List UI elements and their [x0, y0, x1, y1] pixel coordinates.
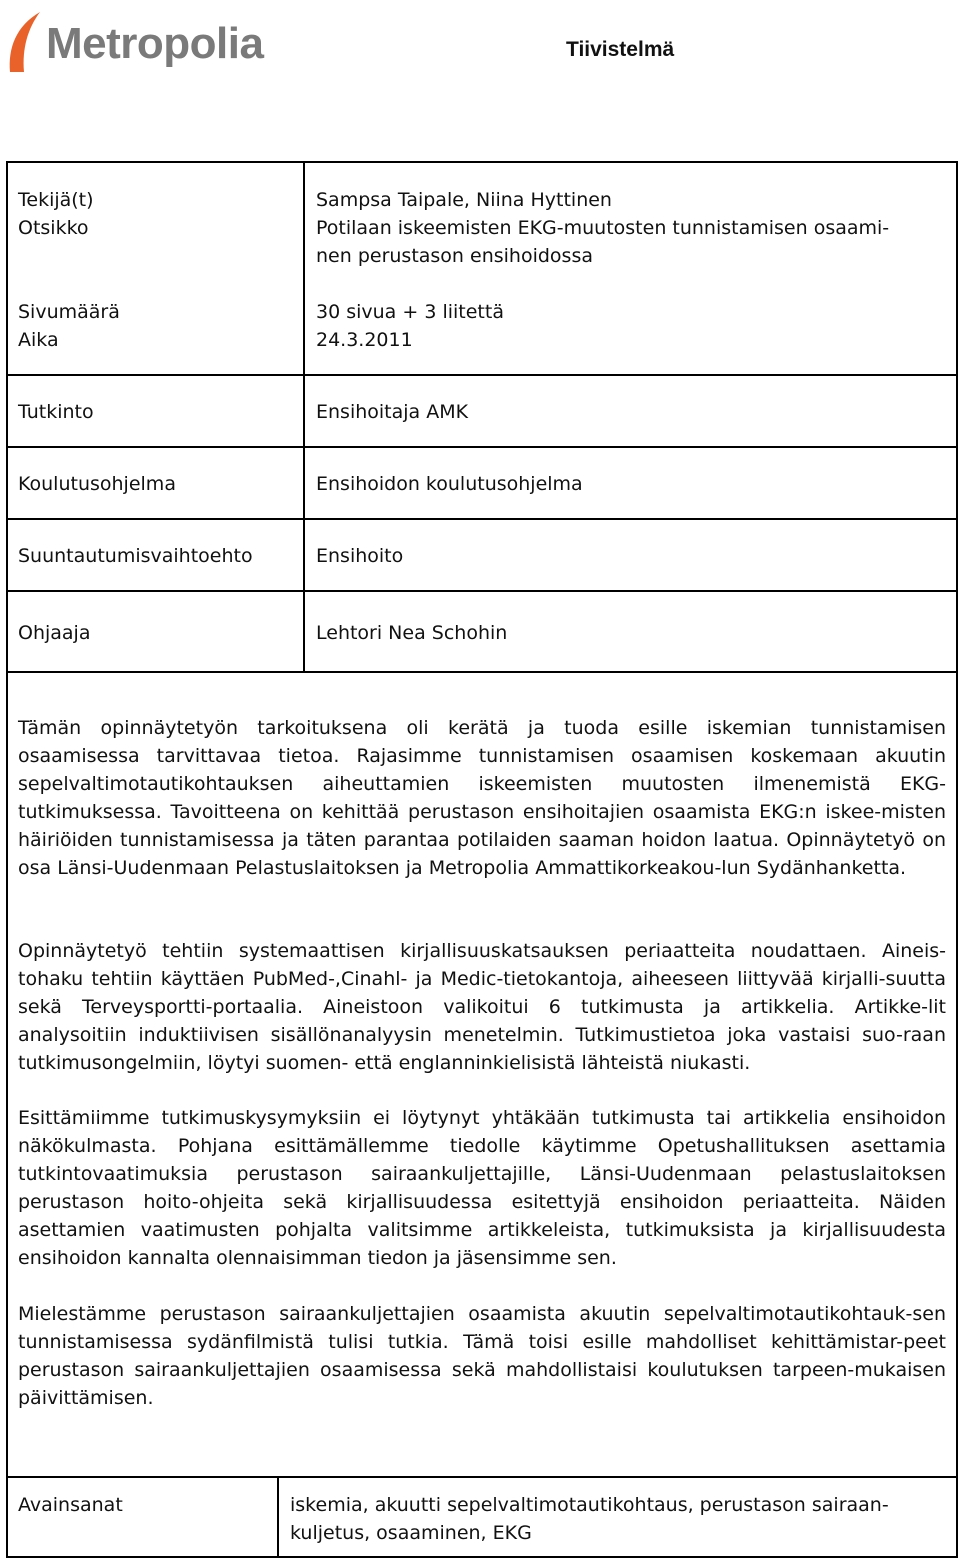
row-divider — [6, 518, 958, 520]
title-value-line-2: nen perustason ensihoidossa — [316, 245, 593, 267]
abstract-paragraph-3: Esittämiimme tutkimuskysymyksiin ei löytynyt yhtäkään tutkimusta tai artikkelia ensihoidon näkökulmasta. Pohjana esittämällemme tiedolle käytimme Opetushallituksen asettamia tutkintovaatimuksia perustason sairaankuljettajille, Länsi-Uudenmaan pelastuslaitoksen perustason hoito-ohjeita sekä kirjallisuudessa esitettyjä ensihoidon periaatteita. Näiden asettamien vaatimusten pohjalta valitsimme artikkeleista, tutkimuksista ja kirjallisuudesta ensihoidon kannalta olennaisimman tiedon ja jäsensimme sen. — [18, 1107, 946, 1269]
date-label: Aika — [18, 329, 59, 351]
specialisation-value: Ensihoito — [316, 545, 404, 567]
keywords-value-line-2: kuljetus, osaaminen, EKG — [290, 1522, 532, 1544]
row-divider — [6, 671, 958, 673]
date-value: 24.3.2011 — [316, 329, 413, 351]
pages-value: 30 sivua + 3 liitettä — [316, 301, 504, 323]
author-value: Sampsa Taipale, Niina Hyttinen — [316, 189, 612, 211]
abstract-paragraph-2: Opinnäytetyö tehtiin systemaattisen kirjallisuuskatsauksen periaatteita noudattaen. Aineis-tohaku tehtiin käyttäen PubMed-,Cinahl- ja Medic-tietokantoja, aiheeseen liittyvää kirjalli-suutta sekä Terveysportti-portaalia. Aineistoon valikoitui 6 tutkimusta ja artikkelia. Artikke-lit analysoitiin induktiivisen sisällönanalyysin menetelmin. Tutkimustietoa joka vastaisi suo-raan tutkimusongelmiin, löytyi suomen- että englanninkielisistä lähteistä niukasti. — [18, 940, 946, 1074]
row-divider — [6, 590, 958, 592]
column-divider — [277, 1476, 279, 1558]
keywords-label: Avainsanat — [18, 1494, 123, 1516]
row-divider — [6, 446, 958, 448]
abstract-paragraph-4: Mielestämme perustason sairaankuljettajien osaamista akuutin sepelvaltimotautikohtauk-sen tunnistamisessa sydänfilmistä tulisi tutkia. Tämä toisi esille mahdolliset kehittämistar-peet perustason sairaankuljettajien osaamisessa sekä mahdollistaisi koulutuksen tarpeen-mukaisen päivittämisen. — [18, 1303, 946, 1409]
logo-text: Metropolia — [46, 19, 264, 68]
row-divider — [6, 374, 958, 376]
degree-value: Ensihoitaja AMK — [316, 401, 469, 423]
degree-label: Tutkinto — [18, 401, 94, 423]
programme-value: Ensihoidon koulutusohjelma — [316, 473, 583, 495]
pages-label: Sivumäärä — [18, 301, 120, 323]
title-label: Otsikko — [18, 217, 89, 239]
metropolia-logo — [6, 8, 306, 78]
keywords-value-line-1: iskemia, akuutti sepelvaltimotautikohtaus, perustason sairaan- — [290, 1494, 889, 1516]
row-divider — [6, 1476, 958, 1478]
author-label: Tekijä(t) — [18, 189, 94, 211]
document-type: Tiivistelmä — [566, 38, 675, 61]
supervisor-label: Ohjaaja — [18, 622, 91, 644]
programme-label: Koulutusohjelma — [18, 473, 176, 495]
logo-swoosh-icon — [6, 8, 46, 78]
abstract-paragraph-1: Tämän opinnäytetyön tarkoituksena oli kerätä ja tuoda esille iskemian tunnistamisen osaamisessa tarvittavaa tietoa. Rajasimme tunnistamisen osaamisen koskemaan akuutin sepelvaltimotautikohtauksen aiheuttamien iskeemisten muutosten ilmenemistä EKG-tutkimuksessa. Tavoitteena on kehittää perustason ensihoitajien osaamista EKG:n iskee-misten häiriöiden tunnistamisessa ja täten parantaa potilaiden saaman hoidon laatua. Opinnäytetyö on osa Länsi-Uudenmaan Pelastuslaitoksen ja Metropolia Ammattikorkeakou-lun Sydänhanketta. — [18, 717, 946, 879]
specialisation-label: Suuntautumisvaihtoehto — [18, 545, 253, 567]
supervisor-value: Lehtori Nea Schohin — [316, 622, 508, 644]
column-divider — [303, 161, 305, 673]
title-value-line-1: Potilaan iskeemisten EKG-muutosten tunnistamisen osaami- — [316, 217, 890, 239]
